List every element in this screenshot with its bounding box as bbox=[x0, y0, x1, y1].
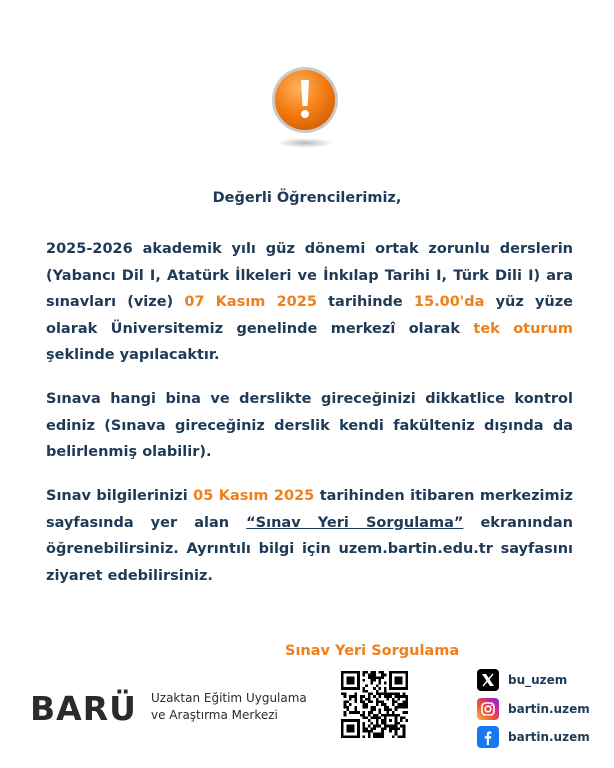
qr-title: Sınav Yeri Sorgulama bbox=[285, 643, 460, 659]
instagram-handle: bartin.uzem bbox=[508, 702, 590, 716]
qr-code[interactable] bbox=[341, 671, 408, 738]
x-icon bbox=[477, 669, 499, 691]
social-instagram[interactable] bbox=[477, 698, 590, 720]
exam-date: 07 Kasım 2025 bbox=[184, 294, 317, 310]
p1-text-1: 2025-2026 akademik yılı güz dönemi ortak zorunlu derslerin (Yabancı Dil I, Atatürk İlkeleri ve İnkılap Tarihi I, Türk Dili I) ara sınavları (vize) bbox=[46, 241, 573, 310]
facebook-icon bbox=[477, 726, 499, 748]
center-name-line-1: Uzaktan Eğitim Uygulama bbox=[151, 691, 307, 705]
baru-logo-text: BARÜ bbox=[30, 689, 137, 724]
facebook-handle: bartin.uzem bbox=[508, 730, 590, 744]
p1-text-2: tarihinde bbox=[316, 294, 414, 310]
warning-icon-shadow bbox=[277, 138, 333, 148]
announcement-paragraph-3 bbox=[46, 483, 573, 589]
exam-time: 15.00'da bbox=[413, 294, 485, 310]
social-x[interactable] bbox=[477, 669, 567, 691]
center-name-line-2: ve Araştırma Merkezi bbox=[151, 708, 278, 722]
exam-session: tek oturum bbox=[473, 320, 573, 337]
p1-text-4: şeklinde yapılacaktır. bbox=[46, 347, 220, 363]
p1-text-3: yüz yüze olarak Üniversitemiz genelinde merkezî olarak bbox=[46, 294, 573, 337]
social-facebook[interactable] bbox=[477, 726, 590, 748]
p3-text-2: tarihinden itibaren merkezimiz sayfasında yer alan bbox=[46, 488, 573, 531]
announcement-paragraph-2: Sınava hangi bina ve derslikte gireceğinizi dikkatlice kontrol ediniz (Sınava gireceğiniz derslik kendi fakülteniz dışında da belirlenmiş olabilir). bbox=[46, 391, 573, 460]
info-date: 05 Kasım 2025 bbox=[193, 488, 315, 504]
announcement-paragraph-1 bbox=[46, 236, 573, 369]
p3-text-3: ekranından öğrenebilirsiniz. Ayrıntılı bilgi için uzem.bartin.edu.tr sayfasını ziyaret edebilirsiniz. bbox=[46, 514, 573, 584]
warning-icon bbox=[271, 66, 339, 134]
instagram-icon bbox=[477, 698, 499, 720]
exam-location-query-link[interactable]: “Sınav Yeri Sorgulama” bbox=[246, 514, 464, 531]
baru-logo bbox=[30, 688, 142, 724]
center-name bbox=[151, 690, 307, 724]
greeting-heading: Değerli Öğrencilerimiz, bbox=[212, 190, 402, 206]
x-handle: bu_uzem bbox=[508, 673, 568, 687]
p3-text-1: Sınav bilgilerinizi bbox=[46, 488, 194, 504]
